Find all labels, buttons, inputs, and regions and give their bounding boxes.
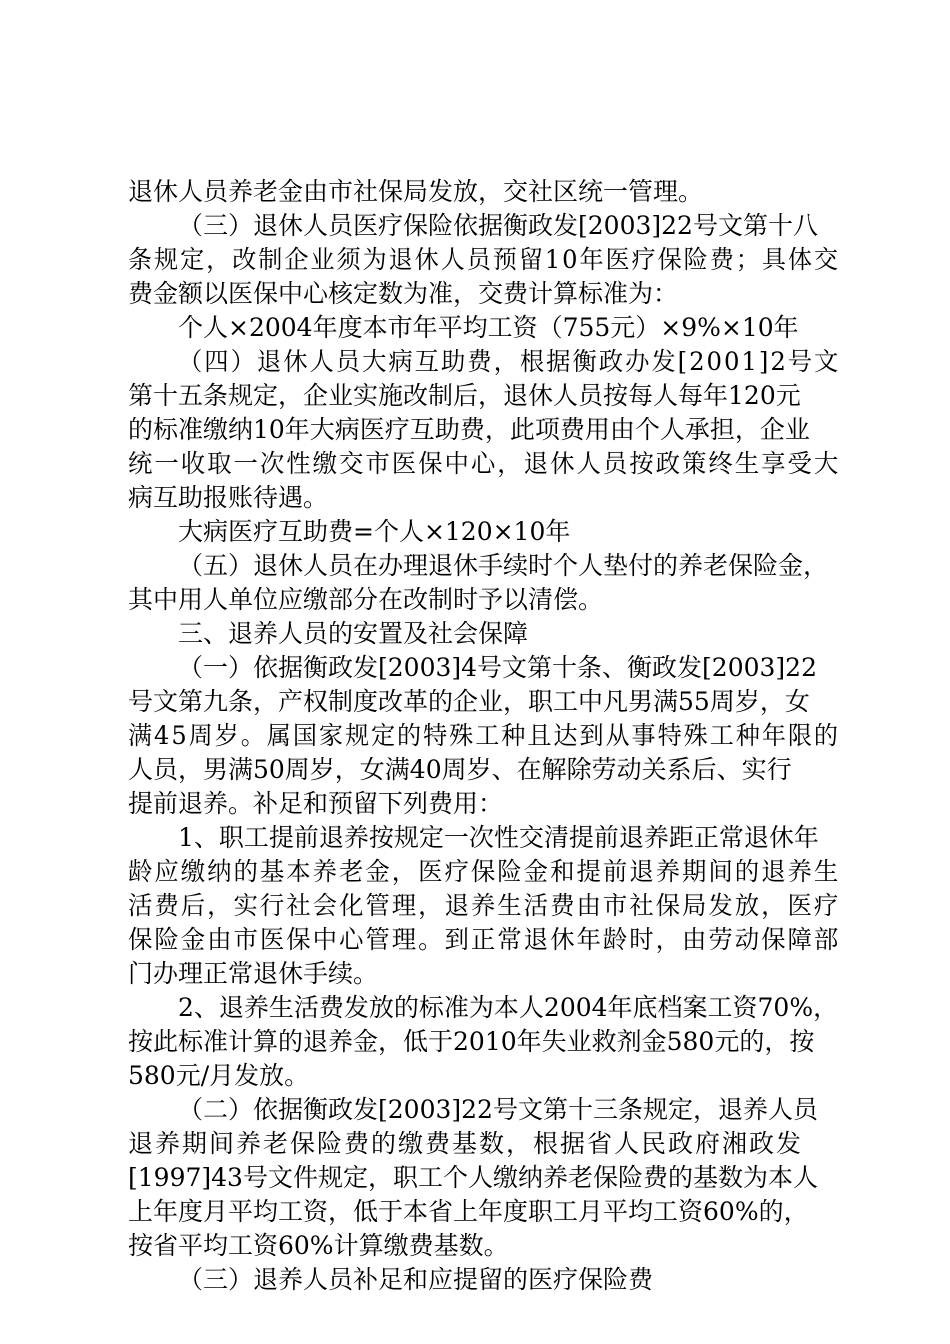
text-line: 其中用人单位应缴部分在改制时予以清偿。	[128, 585, 604, 614]
text-line: 号文第九条，产权制度改革的企业，职工中凡男满55周岁，女	[128, 687, 810, 716]
text-line: 按省平均工资60%计算缴费基数。	[128, 1231, 509, 1260]
text-line: 活费后，实行社会化管理，退养生活费由市社保局发放，医疗	[128, 891, 841, 920]
text-line: 病互助报账待遇。	[128, 483, 329, 512]
text-line: 保险金由市医保中心管理。到正常退休年龄时，由劳动保障部	[128, 925, 841, 954]
text-line: 580元/月发放。	[128, 1061, 310, 1090]
text-line: 龄应缴纳的基本养老金，医疗保险金和提前退养期间的退养生	[128, 857, 841, 886]
list-item: 1、职工提前退养按规定一次性交清提前退养距正常退休年	[178, 823, 819, 852]
formula-line: 个人×2004年度本市年平均工资（755元）×9%×10年	[178, 313, 799, 342]
text-line: 人员，男满50周岁，女满40周岁、在解除劳动关系后、实行	[128, 755, 792, 784]
formula-line: 大病医疗互助费=个人×120×10年	[178, 517, 571, 546]
text-line: 上年度月平均工资，低于本省上年度职工月平均工资60%的，	[128, 1197, 809, 1226]
text-line: 按此标准计算的退养金，低于2010年失业救剂金580元的，按	[128, 1027, 815, 1056]
text-line: 门办理正常退休手续。	[128, 959, 379, 988]
text-line: 提前退养。补足和预留下列费用：	[128, 789, 504, 818]
text-line: 满45周岁。属国家规定的特殊工种且达到从事特殊工种年限的	[128, 721, 841, 750]
section-heading: 三、退养人员的安置及社会保障	[178, 619, 529, 648]
text-line: 的标准缴纳10年大病医疗互助费，此项费用由个人承担，企业	[128, 415, 810, 444]
text-line: 退休人员养老金由市社保局发放，交社区统一管理。	[128, 177, 704, 206]
text-line: （三）退养人员补足和应提留的医疗保险费	[178, 1265, 654, 1294]
text-line: （一）依据衡政发[2003]4号文第十条、衡政发[2003]22	[178, 653, 817, 682]
text-line: [1997]43号文件规定，职工个人缴纳养老保险费的基数为本人	[128, 1163, 818, 1192]
list-item: 2、退养生活费发放的标准为本人2004年底档案工资70%，	[178, 993, 839, 1022]
text-line: 第十五条规定，企业实施改制后，退休人员按每人每年120元	[128, 381, 801, 410]
text-line: （五）退休人员在办理退休手续时个人垫付的养老保险金，	[178, 551, 829, 580]
text-line: （三）退休人员医疗保险依据衡政发[2003]22号文第十八	[178, 211, 818, 240]
text-line: （二）依据衡政发[2003]22号文第十三条规定，退养人员	[178, 1095, 818, 1124]
text-line: 退养期间养老保险费的缴费基数，根据省人民政府湘政发	[128, 1129, 804, 1158]
text-line: 费金额以医保中心核定数为准，交费计算标准为：	[128, 279, 679, 308]
text-line: （四）退休人员大病互助费，根据衡政办发[2001]2号文	[178, 347, 841, 376]
text-line: 统一收取一次性缴交市医保中心，退休人员按政策终生享受大	[128, 449, 841, 478]
text-line: 条规定，改制企业须为退休人员预留10年医疗保险费；具体交	[128, 245, 841, 274]
